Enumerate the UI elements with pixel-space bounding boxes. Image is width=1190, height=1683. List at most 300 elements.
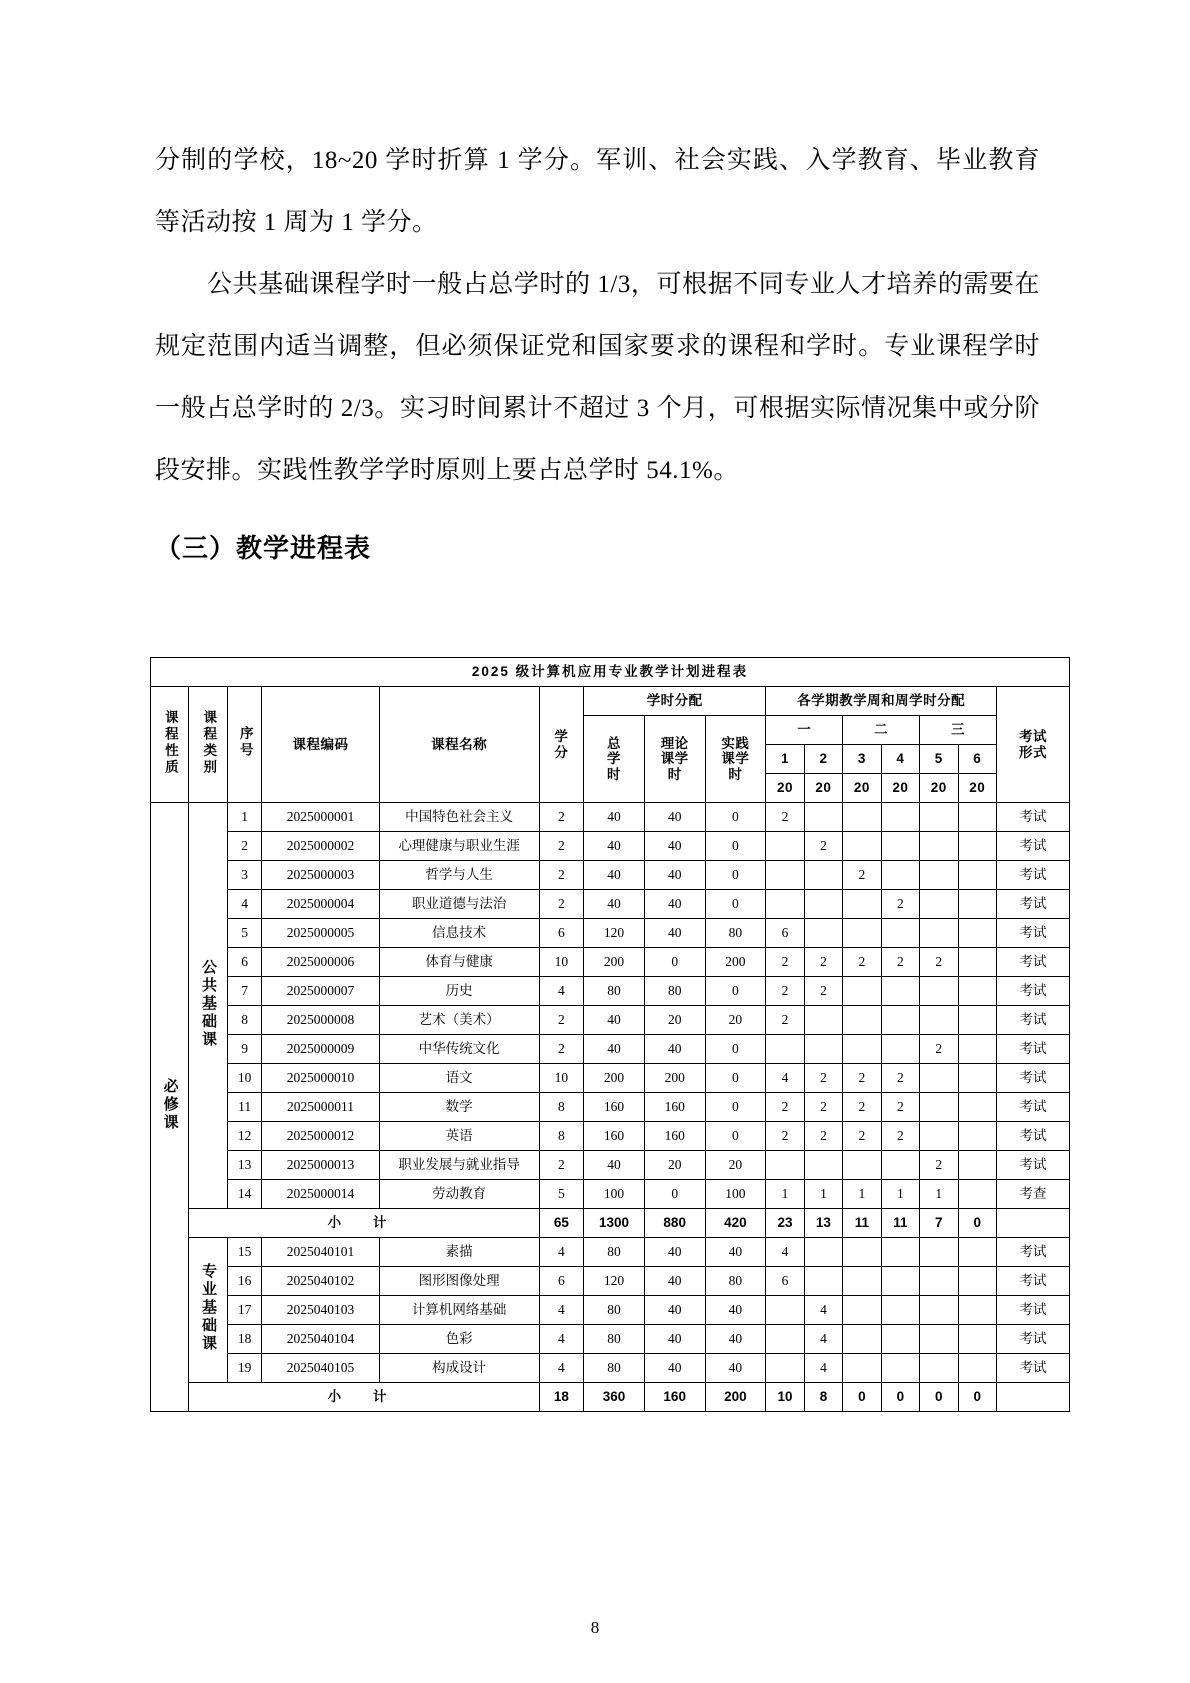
cell-term-6 bbox=[958, 1296, 996, 1325]
cell-term-2: 2 bbox=[804, 1064, 842, 1093]
cell-term-4 bbox=[881, 1151, 919, 1180]
cell-exam-form: 考试 bbox=[996, 1296, 1069, 1325]
subtotal-credits: 65 bbox=[539, 1209, 584, 1238]
cell-exam-form: 考试 bbox=[996, 890, 1069, 919]
cell-code: 2025000001 bbox=[262, 803, 379, 832]
cell-theory-hours: 80 bbox=[644, 977, 705, 1006]
table-row bbox=[151, 948, 1070, 977]
cell-term-2 bbox=[804, 1006, 842, 1035]
header-theory-hours: 理论 课学 时 bbox=[644, 716, 705, 803]
paragraph-1: 分制的学校，18~20 学时折算 1 学分。军训、社会实践、入学教育、毕业教育等活动按 1 周为 1 学分。 bbox=[155, 147, 1040, 236]
cell-credits: 4 bbox=[539, 1296, 584, 1325]
cell-term-6 bbox=[958, 1238, 996, 1267]
cell-term-2: 2 bbox=[804, 948, 842, 977]
subtotal-theory-hours: 880 bbox=[644, 1209, 705, 1238]
cell-credits: 8 bbox=[539, 1122, 584, 1151]
cell-practice-hours: 0 bbox=[705, 1122, 766, 1151]
cell-term-4 bbox=[881, 1267, 919, 1296]
cell-term-3 bbox=[843, 1006, 881, 1035]
cell-practice-hours: 0 bbox=[705, 1064, 766, 1093]
cell-term-2: 4 bbox=[804, 1296, 842, 1325]
table-row bbox=[151, 1354, 1070, 1383]
cell-term-4 bbox=[881, 1238, 919, 1267]
cell-practice-hours: 40 bbox=[705, 1325, 766, 1354]
cell-term-2: 2 bbox=[804, 1122, 842, 1151]
cell-term-6 bbox=[958, 977, 996, 1006]
cell-term-6 bbox=[958, 919, 996, 948]
cell-seq: 3 bbox=[227, 861, 261, 890]
subtotal-term-2: 13 bbox=[804, 1209, 842, 1238]
cell-term-2: 1 bbox=[804, 1180, 842, 1209]
cell-seq: 4 bbox=[227, 890, 261, 919]
cell-code: 2025040102 bbox=[262, 1267, 379, 1296]
cell-term-4: 1 bbox=[881, 1180, 919, 1209]
cell-course-name: 劳动教育 bbox=[379, 1180, 539, 1209]
cell-theory-hours: 40 bbox=[644, 1035, 705, 1064]
cell-code: 2025000002 bbox=[262, 832, 379, 861]
cell-term-4: 2 bbox=[881, 948, 919, 977]
subtotal-term-5: 0 bbox=[920, 1383, 958, 1412]
cell-term-5: 2 bbox=[920, 948, 958, 977]
table-row bbox=[151, 1296, 1070, 1325]
cell-exam-form: 考试 bbox=[996, 1267, 1069, 1296]
cell-theory-hours: 40 bbox=[644, 890, 705, 919]
cell-code: 2025000008 bbox=[262, 1006, 379, 1035]
cell-exam-form: 考试 bbox=[996, 1122, 1069, 1151]
cell-term-4 bbox=[881, 803, 919, 832]
cell-theory-hours: 40 bbox=[644, 1238, 705, 1267]
cell-practice-hours: 0 bbox=[705, 1093, 766, 1122]
cell-practice-hours: 0 bbox=[705, 977, 766, 1006]
subtotal-term-3: 0 bbox=[843, 1383, 881, 1412]
cell-seq: 18 bbox=[227, 1325, 261, 1354]
cell-term-3: 2 bbox=[843, 1093, 881, 1122]
cell-category: 公共基础课 bbox=[189, 803, 227, 1209]
cell-total-hours: 200 bbox=[584, 948, 645, 977]
cell-term-3 bbox=[843, 890, 881, 919]
cell-course-name: 职业发展与就业指导 bbox=[379, 1151, 539, 1180]
cell-theory-hours: 160 bbox=[644, 1093, 705, 1122]
cell-term-1 bbox=[766, 1151, 804, 1180]
cell-term-5 bbox=[920, 1354, 958, 1383]
header-nature: 课程性质 bbox=[151, 687, 189, 803]
cell-practice-hours: 40 bbox=[705, 1354, 766, 1383]
header-weeks-4: 20 bbox=[881, 774, 919, 803]
cell-total-hours: 40 bbox=[584, 890, 645, 919]
header-term-1: 1 bbox=[766, 745, 804, 774]
cell-term-4 bbox=[881, 1296, 919, 1325]
cell-theory-hours: 0 bbox=[644, 1180, 705, 1209]
cell-term-1: 2 bbox=[766, 803, 804, 832]
subtotal-term-6: 0 bbox=[958, 1209, 996, 1238]
cell-exam-form: 考查 bbox=[996, 1180, 1069, 1209]
cell-code: 2025000003 bbox=[262, 861, 379, 890]
subtotal-row bbox=[151, 1383, 1070, 1412]
cell-theory-hours: 20 bbox=[644, 1151, 705, 1180]
cell-theory-hours: 160 bbox=[644, 1122, 705, 1151]
cell-term-5 bbox=[920, 803, 958, 832]
cell-exam-form: 考试 bbox=[996, 1093, 1069, 1122]
cell-seq: 8 bbox=[227, 1006, 261, 1035]
table-row bbox=[151, 1006, 1070, 1035]
cell-term-6 bbox=[958, 948, 996, 977]
cell-term-2: 4 bbox=[804, 1325, 842, 1354]
cell-term-2 bbox=[804, 919, 842, 948]
table-row bbox=[151, 1151, 1070, 1180]
table-row bbox=[151, 803, 1070, 832]
cell-term-4: 2 bbox=[881, 890, 919, 919]
cell-exam-form: 考试 bbox=[996, 861, 1069, 890]
header-total-hours: 总 学 时 bbox=[584, 716, 645, 803]
cell-term-5 bbox=[920, 1064, 958, 1093]
cell-course-name: 语文 bbox=[379, 1064, 539, 1093]
cell-exam-form: 考试 bbox=[996, 919, 1069, 948]
cell-seq: 5 bbox=[227, 919, 261, 948]
cell-term-1 bbox=[766, 1325, 804, 1354]
cell-exam-form: 考试 bbox=[996, 1238, 1069, 1267]
cell-term-5 bbox=[920, 1006, 958, 1035]
cell-term-5 bbox=[920, 1296, 958, 1325]
cell-term-3 bbox=[843, 1151, 881, 1180]
cell-term-3 bbox=[843, 919, 881, 948]
cell-practice-hours: 80 bbox=[705, 919, 766, 948]
cell-practice-hours: 100 bbox=[705, 1180, 766, 1209]
header-practice-hours: 实践 课学 时 bbox=[705, 716, 766, 803]
subtotal-term-1: 10 bbox=[766, 1383, 804, 1412]
cell-term-1 bbox=[766, 861, 804, 890]
header-term-5: 5 bbox=[920, 745, 958, 774]
cell-total-hours: 200 bbox=[584, 1064, 645, 1093]
cell-term-2 bbox=[804, 1267, 842, 1296]
cell-credits: 6 bbox=[539, 1267, 584, 1296]
subtotal-credits: 18 bbox=[539, 1383, 584, 1412]
cell-total-hours: 100 bbox=[584, 1180, 645, 1209]
header-year-3: 三 bbox=[920, 716, 997, 745]
cell-term-3: 2 bbox=[843, 1122, 881, 1151]
subtotal-term-6: 0 bbox=[958, 1383, 996, 1412]
cell-course-name: 图形图像处理 bbox=[379, 1267, 539, 1296]
cell-credits: 2 bbox=[539, 1006, 584, 1035]
cell-exam-form: 考试 bbox=[996, 832, 1069, 861]
cell-theory-hours: 40 bbox=[644, 832, 705, 861]
cell-practice-hours: 20 bbox=[705, 1006, 766, 1035]
subtotal-term-5: 7 bbox=[920, 1209, 958, 1238]
header-year-1: 一 bbox=[766, 716, 843, 745]
cell-total-hours: 40 bbox=[584, 1006, 645, 1035]
cell-term-2 bbox=[804, 1035, 842, 1064]
cell-practice-hours: 0 bbox=[705, 1035, 766, 1064]
cell-code: 2025000009 bbox=[262, 1035, 379, 1064]
cell-practice-hours: 0 bbox=[705, 803, 766, 832]
cell-course-name: 构成设计 bbox=[379, 1354, 539, 1383]
cell-course-name: 色彩 bbox=[379, 1325, 539, 1354]
cell-course-name: 职业道德与法治 bbox=[379, 890, 539, 919]
subtotal-total-hours: 360 bbox=[584, 1383, 645, 1412]
cell-total-hours: 40 bbox=[584, 861, 645, 890]
cell-exam-form: 考试 bbox=[996, 1006, 1069, 1035]
cell-term-1: 2 bbox=[766, 1122, 804, 1151]
cell-term-2 bbox=[804, 890, 842, 919]
cell-total-hours: 80 bbox=[584, 1354, 645, 1383]
teaching-plan-table-wrapper bbox=[150, 657, 1070, 1412]
cell-term-5 bbox=[920, 919, 958, 948]
cell-code: 2025040105 bbox=[262, 1354, 379, 1383]
cell-credits: 10 bbox=[539, 948, 584, 977]
cell-term-1: 4 bbox=[766, 1064, 804, 1093]
cell-term-1 bbox=[766, 832, 804, 861]
cell-theory-hours: 20 bbox=[644, 1006, 705, 1035]
cell-term-6 bbox=[958, 803, 996, 832]
cell-term-5 bbox=[920, 1093, 958, 1122]
cell-practice-hours: 40 bbox=[705, 1296, 766, 1325]
header-exam-form: 考试 形式 bbox=[996, 687, 1069, 803]
table-row bbox=[151, 1180, 1070, 1209]
cell-practice-hours: 200 bbox=[705, 948, 766, 977]
table-row bbox=[151, 1122, 1070, 1151]
cell-code: 2025000006 bbox=[262, 948, 379, 977]
header-code: 课程编码 bbox=[262, 687, 379, 803]
cell-term-6 bbox=[958, 1151, 996, 1180]
cell-credits: 6 bbox=[539, 919, 584, 948]
subtotal-practice-hours: 420 bbox=[705, 1209, 766, 1238]
subtotal-row bbox=[151, 1209, 1070, 1238]
cell-term-4: 2 bbox=[881, 1064, 919, 1093]
cell-term-5: 1 bbox=[920, 1180, 958, 1209]
header-weeks-1: 20 bbox=[766, 774, 804, 803]
cell-term-4: 2 bbox=[881, 1122, 919, 1151]
table-title: 2025 级计算机应用专业教学计划进程表 bbox=[151, 658, 1070, 687]
table-row bbox=[151, 861, 1070, 890]
table-row bbox=[151, 1035, 1070, 1064]
cell-term-5 bbox=[920, 977, 958, 1006]
cell-term-3 bbox=[843, 1238, 881, 1267]
header-name: 课程名称 bbox=[379, 687, 539, 803]
table-row bbox=[151, 919, 1070, 948]
cell-theory-hours: 40 bbox=[644, 1325, 705, 1354]
table-row bbox=[151, 977, 1070, 1006]
cell-term-4: 2 bbox=[881, 1093, 919, 1122]
cell-term-5 bbox=[920, 832, 958, 861]
cell-theory-hours: 40 bbox=[644, 1354, 705, 1383]
cell-term-3: 2 bbox=[843, 1064, 881, 1093]
table-row bbox=[151, 1325, 1070, 1354]
subtotal-term-2: 8 bbox=[804, 1383, 842, 1412]
cell-credits: 2 bbox=[539, 803, 584, 832]
cell-total-hours: 160 bbox=[584, 1122, 645, 1151]
teaching-plan-table bbox=[150, 657, 1070, 1412]
cell-credits: 4 bbox=[539, 977, 584, 1006]
cell-term-4 bbox=[881, 977, 919, 1006]
cell-seq: 16 bbox=[227, 1267, 261, 1296]
subtotal-term-1: 23 bbox=[766, 1209, 804, 1238]
cell-term-3 bbox=[843, 1035, 881, 1064]
section-title: （三）教学进程表 bbox=[155, 533, 372, 563]
cell-term-2 bbox=[804, 803, 842, 832]
cell-seq: 2 bbox=[227, 832, 261, 861]
cell-term-6 bbox=[958, 1035, 996, 1064]
cell-exam-form: 考试 bbox=[996, 977, 1069, 1006]
cell-credits: 8 bbox=[539, 1093, 584, 1122]
cell-term-5 bbox=[920, 1325, 958, 1354]
header-weeks-2: 20 bbox=[804, 774, 842, 803]
cell-term-5: 2 bbox=[920, 1035, 958, 1064]
cell-code: 2025040103 bbox=[262, 1296, 379, 1325]
cell-term-1: 6 bbox=[766, 1267, 804, 1296]
cell-total-hours: 40 bbox=[584, 832, 645, 861]
cell-course-name: 中华传统文化 bbox=[379, 1035, 539, 1064]
cell-term-2: 2 bbox=[804, 977, 842, 1006]
header-term-group: 各学期教学周和周学时分配 bbox=[766, 687, 997, 716]
cell-seq: 13 bbox=[227, 1151, 261, 1180]
cell-term-6 bbox=[958, 1180, 996, 1209]
cell-course-name: 英语 bbox=[379, 1122, 539, 1151]
cell-seq: 10 bbox=[227, 1064, 261, 1093]
cell-credits: 10 bbox=[539, 1064, 584, 1093]
cell-credits: 2 bbox=[539, 832, 584, 861]
page-number: 8 bbox=[590, 1618, 600, 1637]
cell-total-hours: 40 bbox=[584, 803, 645, 832]
cell-term-5 bbox=[920, 1122, 958, 1151]
cell-code: 2025000012 bbox=[262, 1122, 379, 1151]
cell-total-hours: 80 bbox=[584, 1296, 645, 1325]
header-weeks-6: 20 bbox=[958, 774, 996, 803]
cell-term-6 bbox=[958, 1325, 996, 1354]
cell-term-1 bbox=[766, 1354, 804, 1383]
header-term-2: 2 bbox=[804, 745, 842, 774]
cell-term-6 bbox=[958, 1064, 996, 1093]
cell-course-name: 计算机网络基础 bbox=[379, 1296, 539, 1325]
cell-course-name: 历史 bbox=[379, 977, 539, 1006]
cell-code: 2025040104 bbox=[262, 1325, 379, 1354]
cell-seq: 17 bbox=[227, 1296, 261, 1325]
cell-term-2: 2 bbox=[804, 832, 842, 861]
cell-credits: 4 bbox=[539, 1238, 584, 1267]
cell-code: 2025000011 bbox=[262, 1093, 379, 1122]
cell-term-4 bbox=[881, 1006, 919, 1035]
cell-theory-hours: 40 bbox=[644, 919, 705, 948]
header-category: 课程类别 bbox=[189, 687, 227, 803]
cell-total-hours: 120 bbox=[584, 1267, 645, 1296]
cell-course-name: 心理健康与职业生涯 bbox=[379, 832, 539, 861]
cell-term-3 bbox=[843, 977, 881, 1006]
cell-term-3 bbox=[843, 1267, 881, 1296]
cell-code: 2025000007 bbox=[262, 977, 379, 1006]
cell-term-3: 2 bbox=[843, 948, 881, 977]
cell-code: 2025040101 bbox=[262, 1238, 379, 1267]
cell-theory-hours: 40 bbox=[644, 803, 705, 832]
cell-exam-form: 考试 bbox=[996, 1325, 1069, 1354]
table-row bbox=[151, 832, 1070, 861]
cell-total-hours: 40 bbox=[584, 1035, 645, 1064]
cell-term-3: 1 bbox=[843, 1180, 881, 1209]
cell-credits: 5 bbox=[539, 1180, 584, 1209]
header-term-4: 4 bbox=[881, 745, 919, 774]
cell-course-name: 数学 bbox=[379, 1093, 539, 1122]
cell-seq: 1 bbox=[227, 803, 261, 832]
cell-exam-form: 考试 bbox=[996, 1151, 1069, 1180]
cell-term-1: 6 bbox=[766, 919, 804, 948]
cell-credits: 2 bbox=[539, 890, 584, 919]
subtotal-label: 小 计 bbox=[189, 1383, 539, 1412]
cell-total-hours: 80 bbox=[584, 1325, 645, 1354]
cell-nature: 必修课 bbox=[151, 803, 189, 1412]
cell-course-name: 艺术（美术） bbox=[379, 1006, 539, 1035]
cell-term-6 bbox=[958, 1006, 996, 1035]
cell-theory-hours: 200 bbox=[644, 1064, 705, 1093]
cell-term-6 bbox=[958, 890, 996, 919]
table-row bbox=[151, 1064, 1070, 1093]
cell-seq: 14 bbox=[227, 1180, 261, 1209]
cell-seq: 19 bbox=[227, 1354, 261, 1383]
table-row bbox=[151, 890, 1070, 919]
subtotal-practice-hours: 200 bbox=[705, 1383, 766, 1412]
header-weeks-3: 20 bbox=[843, 774, 881, 803]
cell-credits: 4 bbox=[539, 1354, 584, 1383]
cell-term-5 bbox=[920, 861, 958, 890]
cell-term-1 bbox=[766, 1296, 804, 1325]
cell-exam-form: 考试 bbox=[996, 1035, 1069, 1064]
cell-course-name: 哲学与人生 bbox=[379, 861, 539, 890]
subtotal-label: 小 计 bbox=[189, 1209, 539, 1238]
cell-seq: 12 bbox=[227, 1122, 261, 1151]
cell-practice-hours: 0 bbox=[705, 832, 766, 861]
cell-practice-hours: 80 bbox=[705, 1267, 766, 1296]
subtotal-exam-form bbox=[996, 1209, 1069, 1238]
cell-seq: 9 bbox=[227, 1035, 261, 1064]
table-row bbox=[151, 1093, 1070, 1122]
cell-term-1 bbox=[766, 890, 804, 919]
cell-category: 专业基础课 bbox=[189, 1238, 227, 1383]
cell-total-hours: 160 bbox=[584, 1093, 645, 1122]
cell-term-4 bbox=[881, 832, 919, 861]
cell-term-4 bbox=[881, 919, 919, 948]
cell-theory-hours: 40 bbox=[644, 1267, 705, 1296]
cell-term-4 bbox=[881, 1035, 919, 1064]
cell-exam-form: 考试 bbox=[996, 948, 1069, 977]
cell-code: 2025000004 bbox=[262, 890, 379, 919]
cell-credits: 2 bbox=[539, 861, 584, 890]
cell-term-4 bbox=[881, 861, 919, 890]
cell-seq: 15 bbox=[227, 1238, 261, 1267]
header-weeks-5: 20 bbox=[920, 774, 958, 803]
cell-total-hours: 80 bbox=[584, 1238, 645, 1267]
cell-exam-form: 考试 bbox=[996, 803, 1069, 832]
cell-term-6 bbox=[958, 832, 996, 861]
cell-total-hours: 80 bbox=[584, 977, 645, 1006]
cell-term-3 bbox=[843, 1325, 881, 1354]
cell-term-3: 2 bbox=[843, 861, 881, 890]
subtotal-exam-form bbox=[996, 1383, 1069, 1412]
cell-term-2 bbox=[804, 1151, 842, 1180]
cell-course-name: 信息技术 bbox=[379, 919, 539, 948]
table-row bbox=[151, 1267, 1070, 1296]
cell-code: 2025000013 bbox=[262, 1151, 379, 1180]
cell-term-1: 2 bbox=[766, 1006, 804, 1035]
cell-term-6 bbox=[958, 1354, 996, 1383]
header-credits: 学 分 bbox=[539, 687, 584, 803]
cell-exam-form: 考试 bbox=[996, 1354, 1069, 1383]
cell-term-4 bbox=[881, 1325, 919, 1354]
cell-exam-form: 考试 bbox=[996, 1064, 1069, 1093]
cell-theory-hours: 40 bbox=[644, 1296, 705, 1325]
cell-credits: 2 bbox=[539, 1035, 584, 1064]
cell-theory-hours: 0 bbox=[644, 948, 705, 977]
cell-code: 2025000014 bbox=[262, 1180, 379, 1209]
cell-practice-hours: 40 bbox=[705, 1238, 766, 1267]
cell-credits: 2 bbox=[539, 1151, 584, 1180]
cell-term-1: 2 bbox=[766, 1093, 804, 1122]
cell-term-6 bbox=[958, 1267, 996, 1296]
